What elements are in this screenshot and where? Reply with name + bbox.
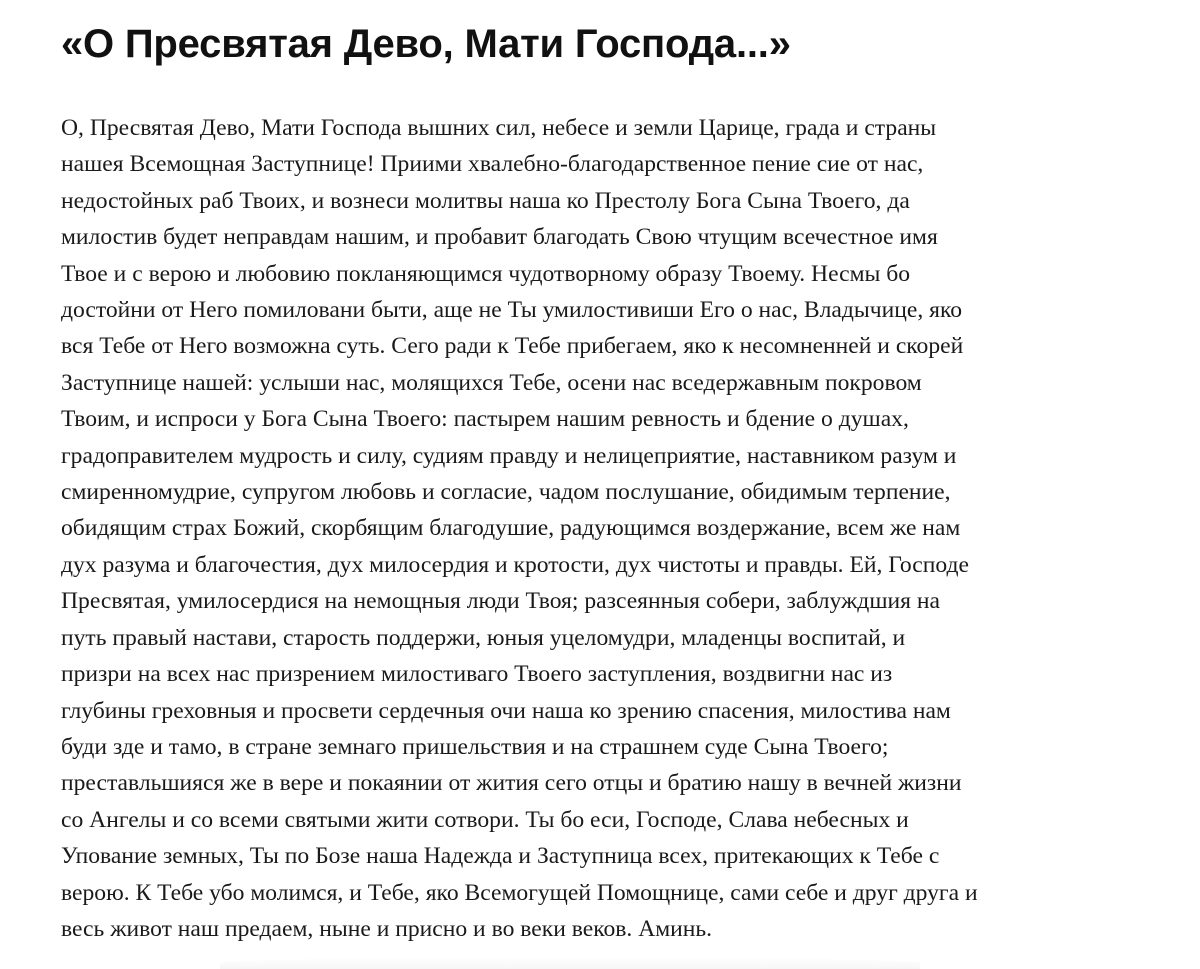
- text-line: обидящим страх Божий, скорбящим благодушие, радующимся воздержание, всем же нам: [61, 515, 961, 542]
- text-line: нашея Всемощная Заступнице! Приими хвалебно-благодарственное пение сие от нас,: [61, 151, 924, 178]
- text-line: Твое и с верою и любовию покланяющимся чудотворному образу Твоему. Несмы бо: [61, 260, 911, 287]
- article: [61, 18, 1131, 942]
- text-line: О, Пресвятая Дево, Мати Господа вышних сил, небесе и земли Царице, града и страны: [61, 115, 937, 141]
- text-line: Упование земных, Ты по Бозе наша Надежда и Заступница всех, притекающих к Тебе с: [61, 843, 940, 870]
- prayer-text: [61, 110, 1131, 947]
- text-line: со Ангелы и со всеми святыми жити сотвори. Ты бо еси, Господе, Слава небесных и: [61, 806, 909, 833]
- text-line: смиренномудрие, супругом любовь и согласие, чадом послушание, обидимым терпение,: [61, 479, 951, 506]
- text-line: Заступнице нашей: услыши нас, молящихся Тебе, осени нас вседержавным покровом: [61, 369, 922, 396]
- text-line: путь правый настави, старость поддержи, юныя уцеломудри, младенцы воспитай, и: [61, 624, 906, 651]
- text-line: милостив будет неправдам нашим, и пробавит благодать Свою чтущим всечестное имя: [61, 224, 938, 251]
- bottom-shadow: [220, 957, 920, 969]
- text-line: градоправителем мудрость и силу, судиям правду и нелицеприятие, наставником разум и: [61, 442, 957, 469]
- text-line: достойни от Него помиловани быти, аще не Ты умилостивиши Его о нас, Владычице, яко: [61, 297, 963, 324]
- text-line: преставльшияся же в вере и покаянии от жития сего отцы и братию нашу в вечней жизни: [61, 770, 962, 797]
- text-line: дух разума и благочестия, дух милосердия и кротости, дух чистоты и правды. Ей, Господе: [61, 551, 969, 578]
- text-line: верою. К Тебе убо молимся, и Тебе, яко Всемогущей Помощнице, сами себе и друг друга и: [61, 879, 978, 906]
- text-line: Пресвятая, умилосердися на немощныя люди Твоя; разсеянныя собери, заблуждшия на: [61, 588, 940, 615]
- text-line: весь живот наш предаем, ныне и присно и во веки веков. Аминь.: [61, 915, 713, 942]
- text-line: Твоим, и испроси у Бога Сына Твоего: пастырем нашим ревность и бдение о душах,: [61, 406, 909, 433]
- text-line: призри на всех нас призрением милостиваго Твоего заступления, воздвигни нас из: [61, 661, 893, 688]
- text-line: глубины греховныя и просвети сердечныя очи наша ко зрению спасения, милостива нам: [61, 697, 951, 724]
- article-title: «О Пресвятая Дево, Мати Господа...»: [61, 22, 791, 66]
- text-line: вся Тебе от Него возможна суть. Сего ради к Тебе прибегаем, яко к несомненней и скорей: [61, 333, 964, 360]
- text-line: буди зде и тамо, в стране земнаго пришельствия и на страшнем суде Сына Твоего;: [61, 733, 889, 760]
- text-line: недостойных раб Твоих, и вознеси молитвы наша ко Престолу Бога Сына Твоего, да: [61, 187, 910, 214]
